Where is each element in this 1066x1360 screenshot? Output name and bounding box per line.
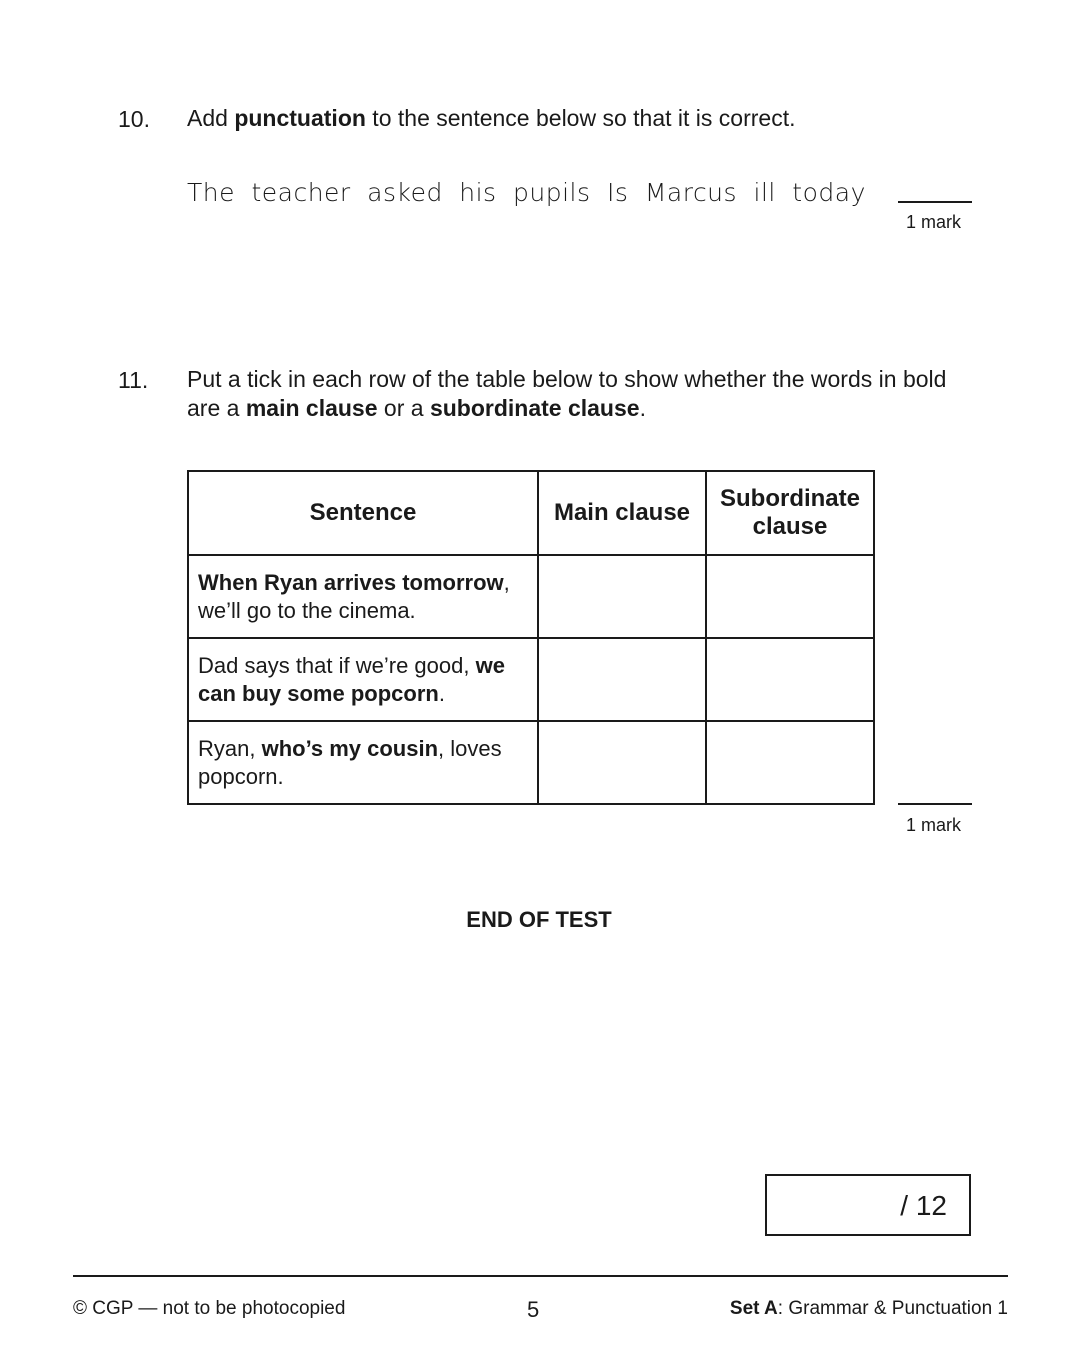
bold-words: When Ryan arrives tomorrow — [198, 569, 504, 595]
table-row — [188, 721, 874, 804]
main-clause-tick-cell[interactable] — [538, 555, 706, 638]
sentence-cell — [188, 638, 538, 721]
set-title: : Grammar & Punctuation 1 — [777, 1298, 1008, 1319]
sentence-text: , loves popcorn. — [198, 735, 502, 789]
sentence-text: Dad says that if we’re good, — [198, 652, 476, 678]
question-11-prompt — [187, 365, 987, 423]
answer-mark-line — [898, 803, 972, 805]
sentence-text: . — [438, 680, 445, 706]
end-of-test: END OF TEST — [466, 907, 612, 932]
footer-divider — [73, 1275, 1008, 1277]
subordinate-clause-tick-cell[interactable] — [706, 721, 874, 804]
prompt-text: to the sentence below so that it is correct. — [365, 105, 796, 131]
prompt-text: . — [639, 395, 646, 421]
set-label: Set A — [729, 1298, 778, 1319]
header-main-clause: Main clause — [538, 471, 706, 555]
mark-label: 1 mark — [906, 815, 962, 835]
footer-copyright: © CGP — not to be photocopied — [73, 1298, 346, 1319]
sentence-text: Ryan, — [198, 735, 262, 761]
prompt-bold: subordinate clause — [429, 395, 640, 421]
footer-set-title — [730, 1298, 1008, 1320]
question-10-prompt — [187, 104, 795, 133]
page-number: 5 — [527, 1297, 540, 1322]
bold-words: we can buy some popcorn — [198, 652, 505, 706]
prompt-bold: main clause — [245, 395, 378, 421]
prompt-line — [187, 394, 987, 423]
subordinate-clause-tick-cell[interactable] — [706, 555, 874, 638]
mark-label: 1 mark — [906, 212, 962, 232]
answer-mark-line — [898, 201, 972, 203]
prompt-text: or a — [377, 395, 430, 421]
sentence-text: , we’ll go to the cinema. — [198, 569, 510, 623]
subordinate-clause-tick-cell[interactable] — [706, 638, 874, 721]
table-row — [188, 555, 874, 638]
score-box[interactable] — [765, 1174, 971, 1236]
question-11-number: 11. — [118, 367, 149, 393]
header-text: Subordinate clause — [719, 485, 860, 540]
table-row — [188, 638, 874, 721]
sentence-cell — [188, 555, 538, 638]
bold-words: who’s my cousin — [261, 735, 439, 761]
prompt-bold: punctuation — [234, 105, 366, 131]
sentence-cell — [188, 721, 538, 804]
header-subordinate-clause — [706, 471, 874, 555]
question-10-number: 10. — [118, 106, 150, 132]
table-header-row — [188, 471, 874, 555]
clause-table — [187, 470, 875, 805]
prompt-line: Put a tick in each row of the table below to show whether the words in bold — [187, 366, 947, 392]
prompt-text: Add — [187, 105, 235, 131]
main-clause-tick-cell[interactable] — [538, 638, 706, 721]
prompt-text: are a — [187, 395, 246, 421]
main-clause-tick-cell[interactable] — [538, 721, 706, 804]
header-sentence: Sentence — [188, 471, 538, 555]
handwritten-sentence: The teacher asked his pupils Is Marcus ill today — [187, 178, 866, 207]
score-total: / 12 — [900, 1190, 947, 1221]
